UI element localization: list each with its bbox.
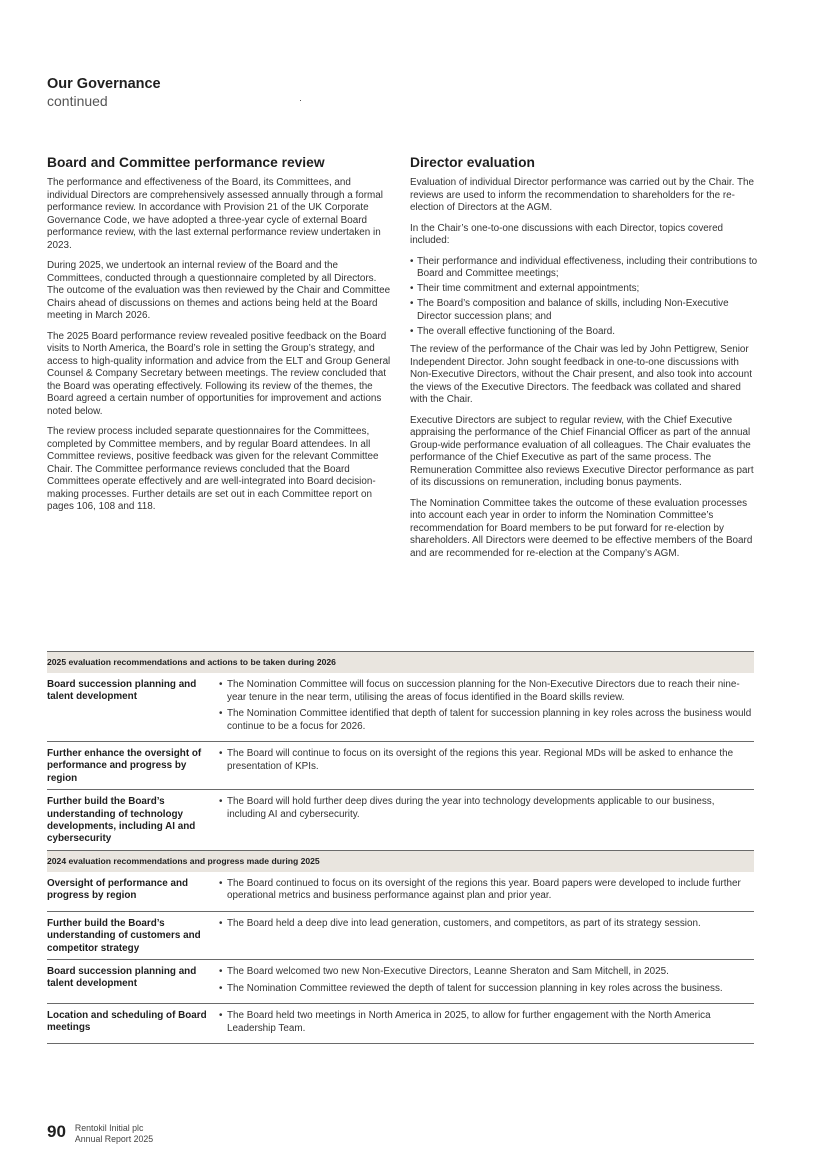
row-label: Further build the Board’s understanding of technology developments, including AI and cybersecurity [47,796,196,845]
report-name: Annual Report 2025 [74,1133,154,1144]
topics-list [410,256,760,339]
director-evaluation-heading: Director evaluation [410,155,535,170]
row-item: • The Nomination Committee will focus on succession planning for the Non-Executive Directors due to reach their nine-year tenure in the near term, utilising the areas of focus identified in the Board skills review. [219,679,754,704]
performance-review-heading: Board and Committee performance review [47,155,325,170]
row-item: • The Board continued to focus on its oversight of the regions this year. Board papers were developed to include further operational metrics and business performance against plan and prior year. [219,878,754,903]
row-item: • The Board will hold further deep dives during the year into technology developments applicable to our business, including AI and cybersecurity. [219,796,754,821]
table-section-header: 2024 evaluation recommendations and progress made during 2025 [47,850,754,872]
table-bottom-rule [47,1043,754,1044]
body-paragraph: Executive Directors are subject to regular review, with the Chief Executive appraising the performance of the Chief Financial Officer as part of the annual Group-wide performance evaluation of all colleagues. The Chair evaluates the performance of the Chief Executive as part of the same process. The Remuneration Committee also reviews Executive Director performance as part of its discussions on remuneration, including bonus payments. [410,414,754,488]
list-item: • Their time commitment and external appointments; [410,283,760,296]
row-items [219,679,754,737]
table-row [47,911,754,959]
row-label: Board succession planning and talent development [47,966,197,990]
body-paragraph: During 2025, we undertook an internal review of the Board and the Committees, conducted through a questionnaire completed by all Directors. The outcome of the evaluation was then reviewed by the Chair and Committee Chairs ahead of discussions on themes and actions being held at the Board meeting in March 2026. [47,260,391,321]
body-paragraph: The review process included separate questionnaires for the Committees, completed by Committee members, and by regular Board attendees. In all Committee reviews, positive feedback was given for the relevant Committee Chair. The Committee performance reviews concluded that the Board Committees operate effectively and are well-integrated into Board decision-making processes. Further details are set out in each Committee report on pages 106, 108 and 118. [47,426,379,512]
row-items [219,966,754,999]
row-label: Oversight of performance and progress by region [47,877,189,902]
page-header [47,76,161,110]
row-item: • The Board welcomed two new Non-Executive Directors, Leanne Sheraton and Sam Mitchell, in 2025. [219,966,754,979]
company-name: Rentokil Initial plc [74,1123,144,1133]
row-item: • The Board held a deep dive into lead generation, customers, and competitors, as part of its strategy session. [219,918,754,931]
row-label: Board succession planning and talent development [47,679,197,703]
row-label: Location and scheduling of Board meetings [47,1010,207,1034]
body-paragraph: In the Chair’s one-to-one discussions with each Director, topics covered included: [410,222,724,246]
page-footer [47,1122,153,1144]
table-row [47,673,754,741]
table-section-header: 2025 evaluation recommendations and actions to be taken during 2026 [47,651,754,673]
list-item: • The Board’s composition and balance of skills, including Non-Executive Director succession plans; and [410,298,760,323]
row-items [219,796,754,846]
row-items [219,748,754,785]
table-row [47,872,754,911]
body-paragraph: The Nomination Committee takes the outcome of these evaluation processes into account each year in order to inform the Nomination Committee’s recommendation for Board members to be put forward for re-election by shareholders. All Directors were deemed to be effective members of the Board and are recommended for re-election at the Company’s AGM. [410,497,753,559]
performance-review-column [47,154,392,522]
row-label: Further enhance the oversight of performance and progress by region [47,748,202,784]
row-items [219,918,754,955]
row-item: • The Nomination Committee identified that depth of talent for succession planning in key roles across the business would continue to be a focus for 2026. [219,708,754,733]
table-row [47,1003,754,1043]
table-row [47,789,754,850]
row-items [219,878,754,907]
row-item: • The Board will continue to focus on its oversight of the regions this year. Regional MDs will be asked to enhance the presentation of KPIs. [219,748,754,773]
row-label: Further build the Board’s understanding of customers and competitor strategy [47,917,201,954]
stray-dot [300,100,301,101]
director-evaluation-column [410,154,760,568]
page-title: Our Governance [47,76,161,92]
page-subtitle: continued [47,93,108,109]
body-paragraph: The 2025 Board performance review revealed positive feedback on the Board visits to North America, the Board’s role in setting the Group’s strategy, and access to high-quality information and advice from the ELT and Group General Counsel & Company Secretary between meetings. The review concluded that the Board was operating effectively. Following its review of the themes, the Board agreed a certain number of opportunities for improvement and actions noted below. [47,330,391,417]
table-row [47,741,754,789]
list-item: • Their performance and individual effectiveness, including their contributions to Board and Committee meetings; [410,256,760,281]
evaluation-table [47,651,754,1044]
row-items [219,1010,754,1039]
footer-text [75,1122,153,1144]
body-paragraph: Evaluation of individual Director performance was carried out by the Chair. The reviews are used to inform the recommendation to shareholders for the re-election of Directors at the AGM. [410,177,754,213]
row-item: • The Board held two meetings in North America in 2025, to allow for further engagement with the North America Leadership Team. [219,1010,754,1035]
list-item: • The overall effective functioning of the Board. [410,326,760,339]
row-item: • The Nomination Committee reviewed the depth of talent for succession planning in key roles across the business. [219,983,754,996]
page-number: 90 [47,1122,66,1141]
body-paragraph: The review of the performance of the Chair was led by John Pettigrew, Senior Independent Director. John sought feedback in one-to-one discussions with Non-Executive Directors, without the Chair present, and also took into account the views of the Executive Directors. The feedback was collated and shared with the Chair. [410,344,752,405]
body-paragraph: The performance and effectiveness of the Board, its Committees, and individual Directors are comprehensively assessed annually through a formal performance review. In accordance with Provision 21 of the UK Corporate Governance Code, we have adopted a three-year cycle of external Board performance review, with the last external performance review undertaken in 2023. [47,177,383,251]
table-row [47,959,754,1003]
